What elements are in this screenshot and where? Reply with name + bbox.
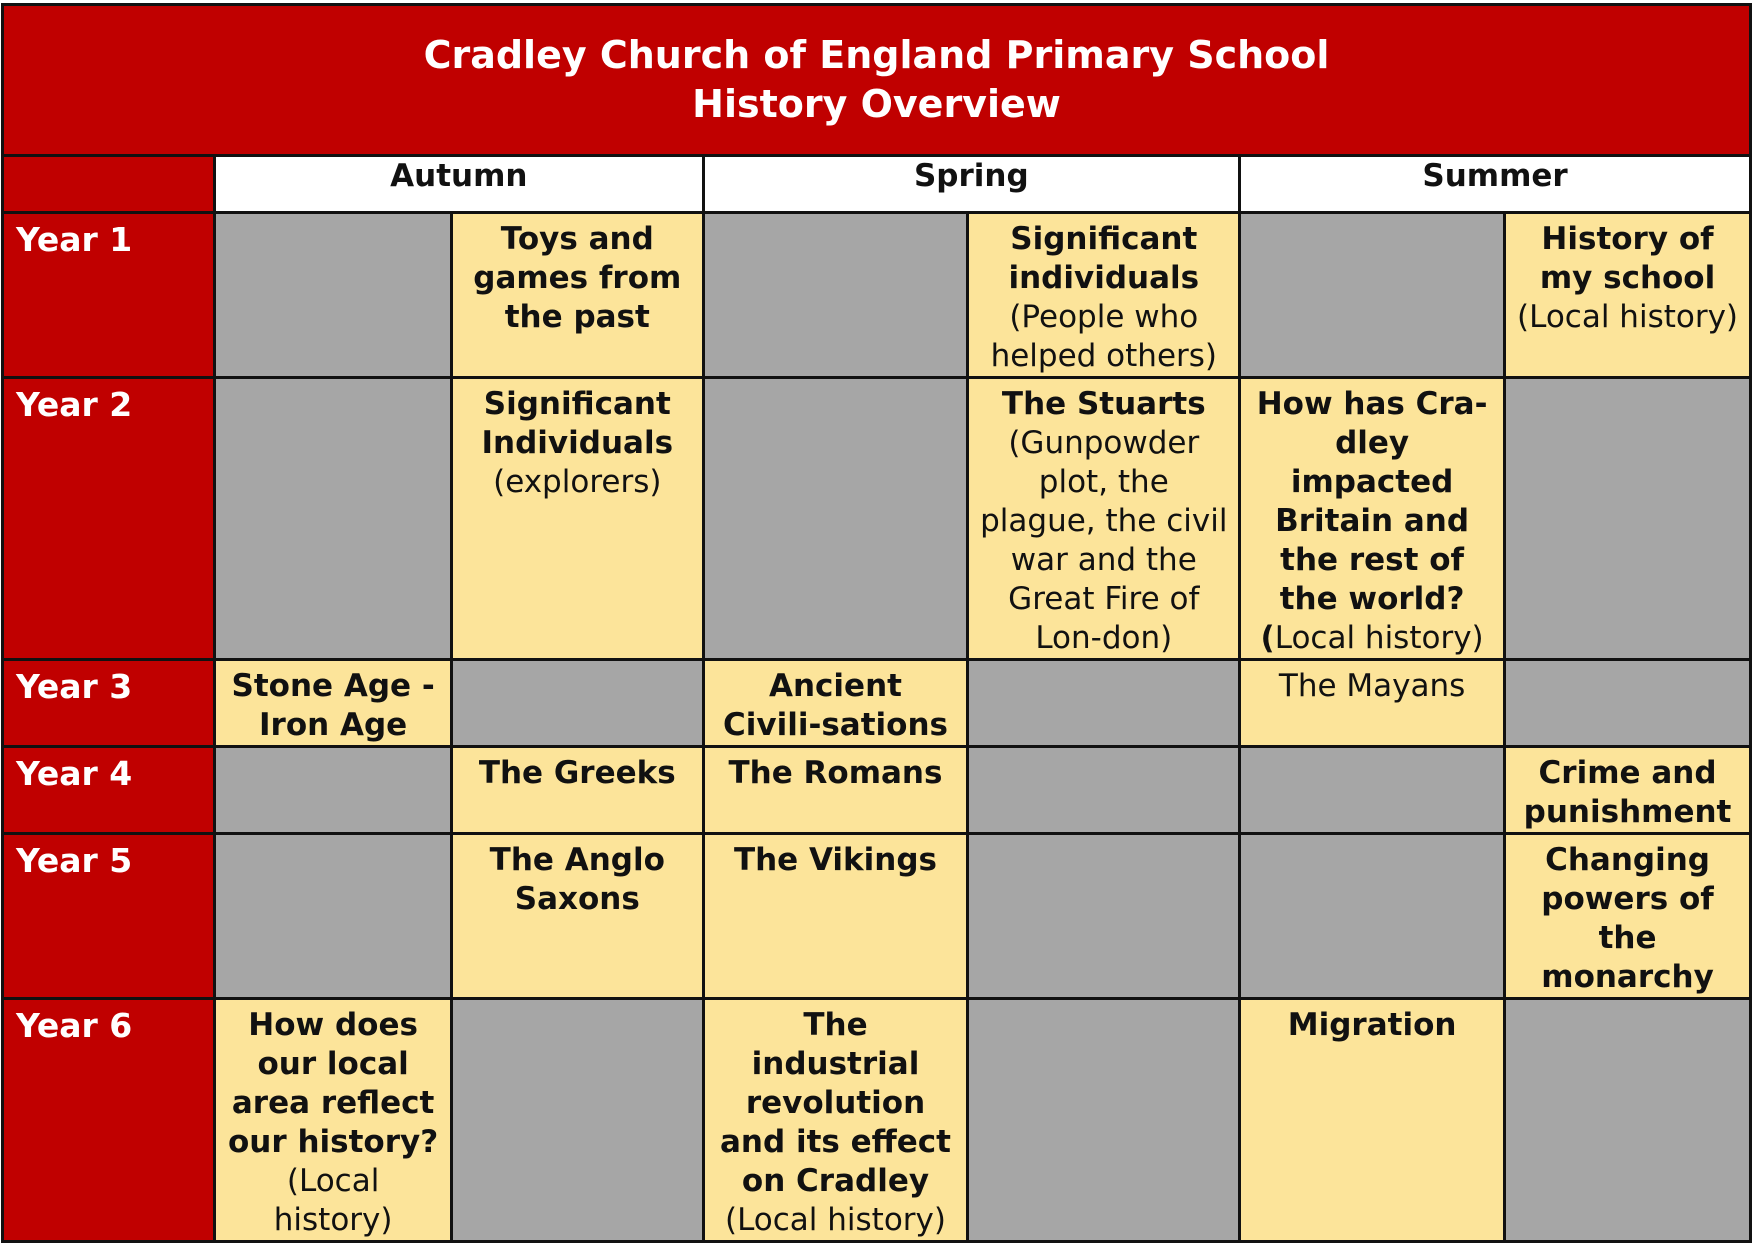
topic-note: Local history) [1274,620,1484,656]
empty-cell [215,834,452,999]
topic-note: (Local history) [1517,299,1739,335]
topic-cell [1505,834,1751,999]
term-header-summer: Summer [1240,156,1751,213]
topic-note: (Gunpowder plot, the plague, the civil war and the Great Fire of Lon-don) [980,425,1228,656]
topic-note: (People who helped others) [990,299,1218,374]
topic-cell [1240,660,1505,747]
term-header-autumn: Autumn [215,156,703,213]
topic-title: The Vikings [733,842,938,878]
topic-title: Significant individuals [1008,221,1200,296]
topic-title: The industrial revolution and its effect on Cradley [719,1007,951,1199]
empty-cell [1505,378,1751,660]
topic-title: Changing powers of the monarchy [1541,842,1714,995]
empty-cell [968,834,1240,999]
topic-cell [1240,378,1505,660]
empty-cell [1240,834,1505,999]
topic-title: Crime and punishment [1523,755,1732,830]
topic-cell [968,213,1240,378]
year-label: Year 6 [3,999,215,1242]
topic-title: Significant Individuals [481,386,674,461]
topic-cell [1240,999,1505,1242]
empty-cell [703,378,968,660]
topic-title: History of my school [1539,221,1716,296]
empty-cell [968,747,1240,834]
topic-cell [452,747,703,834]
topic-cell [215,999,452,1242]
topic-cell [703,747,968,834]
term-header-spring: Spring [703,156,1240,213]
topic-title: The Anglo Saxons [489,842,665,917]
topic-title: The Mayans [1278,668,1466,704]
document-subtitle: History Overview [692,82,1061,126]
topic-title: Migration [1287,1007,1457,1043]
empty-cell [452,660,703,747]
topic-title: The Stuarts [1001,386,1206,422]
empty-cell [452,999,703,1242]
year-label: Year 4 [3,747,215,834]
topic-title: Stone Age - Iron Age [231,668,435,743]
topic-title: Ancient Civili-sations [723,668,948,743]
topic-cell [1505,747,1751,834]
year-label: Year 2 [3,378,215,660]
topic-cell [703,660,968,747]
history-overview [1,3,1752,1240]
header-corner [3,156,215,213]
empty-cell [968,660,1240,747]
empty-cell [1240,747,1505,834]
empty-cell [1240,213,1505,378]
topic-cell [703,834,968,999]
empty-cell [703,213,968,378]
year-label: Year 1 [3,213,215,378]
overview-table [1,3,1752,1243]
topic-title: How does our local area reflect our history? [228,1007,439,1160]
topic-cell [703,999,968,1242]
year-label: Year 3 [3,660,215,747]
topic-cell [215,660,452,747]
school-name: Cradley Church of England Primary School [423,33,1330,77]
topic-cell [968,378,1240,660]
topic-note: (Local history) [724,1202,946,1238]
empty-cell [968,999,1240,1242]
empty-cell [215,213,452,378]
topic-title: The Romans [728,755,943,791]
topic-title: Toys and games from the past [473,221,682,335]
topic-cell [452,834,703,999]
empty-cell [215,378,452,660]
empty-cell [1505,660,1751,747]
topic-title: How has Cra-dley impacted Britain and the rest of the world? ( [1256,386,1488,656]
topic-cell [1505,213,1751,378]
empty-cell [1505,999,1751,1242]
empty-cell [215,747,452,834]
topic-note: (explorers) [493,464,662,500]
year-label: Year 5 [3,834,215,999]
topic-title: The Greeks [478,755,676,791]
page-title [3,5,1751,156]
topic-cell [452,378,703,660]
topic-note: (Local history) [273,1163,393,1238]
topic-cell [452,213,703,378]
